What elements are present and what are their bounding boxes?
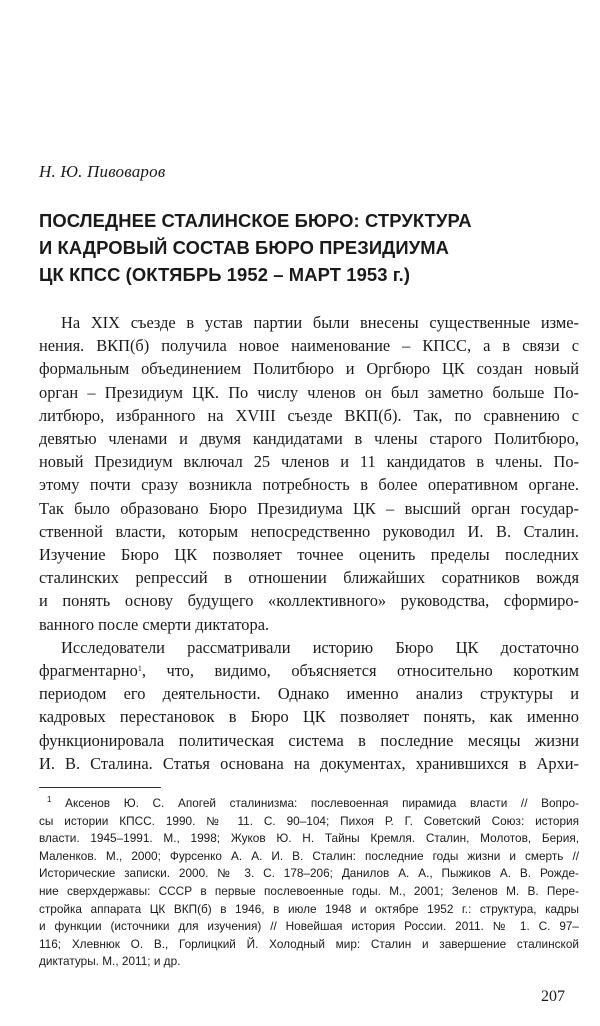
body-line: сталинских репрессий в отношении ближайших соратников вождя — [39, 568, 579, 588]
footnote-reference: 1 — [137, 664, 142, 674]
body-line: формальным объединением Политбюро и Оргбюро ЦК создан новый — [39, 359, 579, 379]
body-line: Изучение Бюро ЦК позволяет точнее оценить пределы последних — [39, 545, 579, 565]
article-title — [39, 207, 569, 288]
footnote-line: и функции (источники для изучения) // Новейшая история России. 2011. № 1. С. 97– — [39, 919, 579, 934]
body-line: ванного после смерти диктатора. — [39, 614, 270, 634]
title-line: И КАДРОВЫЙ СОСТАВ БЮРО ПРЕЗИДИУМА — [39, 237, 450, 258]
footnote-separator — [39, 787, 161, 788]
article-body — [39, 311, 579, 775]
title-line: ПОСЛЕДНЕЕ СТАЛИНСКОЕ БЮРО: СТРУКТУРА — [39, 210, 472, 231]
footnote-line: диктатуры. М., 2011; и др. — [39, 954, 181, 969]
footnote-line: стройка аппарата ЦК ВКП(б) в 1946, в июле 1948 и октябре 1952 г.: структура, кадры — [39, 901, 579, 916]
body-line: девятью членами и двумя кандидатами в члены старого Политбюро, — [39, 429, 579, 449]
body-line: новый Президиум включал 25 членов и 11 кандидатов в члены. По- — [39, 452, 579, 472]
body-line: функционировала политическая система в последние месяцы жизни — [39, 730, 579, 750]
footnote-line: Маленков. М., 2000; Фурсенко А. А. И. В. Сталин: последние годы жизни и смерть // — [39, 848, 579, 863]
body-line: ственной власти, которым непосредственно руководил И. В. Сталин. — [39, 521, 579, 541]
body-line: Исследователи рассматривали историю Бюро ЦК достаточно — [61, 637, 579, 657]
author-name: Н. Ю. Пивоваров — [39, 162, 166, 181]
footnote-line: 116; Хлевнюк О. В., Горлицкий Й. Холодный мир: Сталин и завершение сталинской — [39, 936, 579, 951]
footnote-line: Исторические записки. 2000. № 3. С. 178–206; Данилов А. А., Пыжиков А. В. Рожде- — [39, 866, 579, 881]
footnote-text: Аксенов Ю. С. Апогей сталинизма: послевоенная пирамида власти // Вопро- — [65, 796, 579, 810]
body-text: фрагментарно — [39, 661, 138, 681]
body-line: И. В. Сталина. Статья основана на документах, хранившихся в Архи- — [39, 753, 579, 773]
footnotes — [39, 795, 579, 971]
body-line: этому почти сразу возникла потребность в более оперативном органе. — [39, 475, 579, 495]
body-line: литбюро, избранного на XVIII съезде ВКП(б). Так, по сравнению с — [39, 405, 579, 425]
footnote-line: сы истории КПСС. 1990. № 11. С. 90–104; Пихоя Р. Г. Советский Союз: история — [39, 813, 579, 828]
title-line: ЦК КПСС (ОКТЯБРЬ 1952 – МАРТ 1953 г.) — [39, 264, 411, 285]
footnote-line — [39, 795, 579, 813]
page-number: 207 — [541, 988, 565, 1005]
body-line — [39, 659, 579, 682]
body-line: Так было образовано Бюро Президиума ЦК – высший орган государ- — [39, 498, 579, 518]
footnote-marker: 1 — [47, 795, 52, 804]
footnote-line: власти. 1945–1991. М., 1998; Жуков Ю. Н. Тайны Кремля. Сталин, Молотов, Берия, — [39, 831, 579, 846]
body-text: , что, видимо, объясняется относительно коротким — [141, 661, 579, 681]
body-line: орган – Президиум ЦК. По числу членов он был заметно больше По- — [39, 382, 579, 402]
body-line: периодом его деятельности. Однако именно анализ структуры и — [39, 684, 579, 704]
body-line: и понять основу будущего «коллективного» руководства, сформиро- — [39, 591, 579, 611]
body-line: кадровых перестановок в Бюро ЦК позволяет понять, как именно — [39, 707, 579, 727]
footnote-line: ние сверхдержавы: СССР в первые послевоенные годы. М., 2001; Зеленов М. В. Пере- — [39, 883, 579, 898]
body-line: нения. ВКП(б) получила новое наименование – КПСС, а в связи с — [39, 336, 579, 356]
body-line: На XIX съезде в устав партии были внесены существенные изме- — [61, 313, 579, 332]
